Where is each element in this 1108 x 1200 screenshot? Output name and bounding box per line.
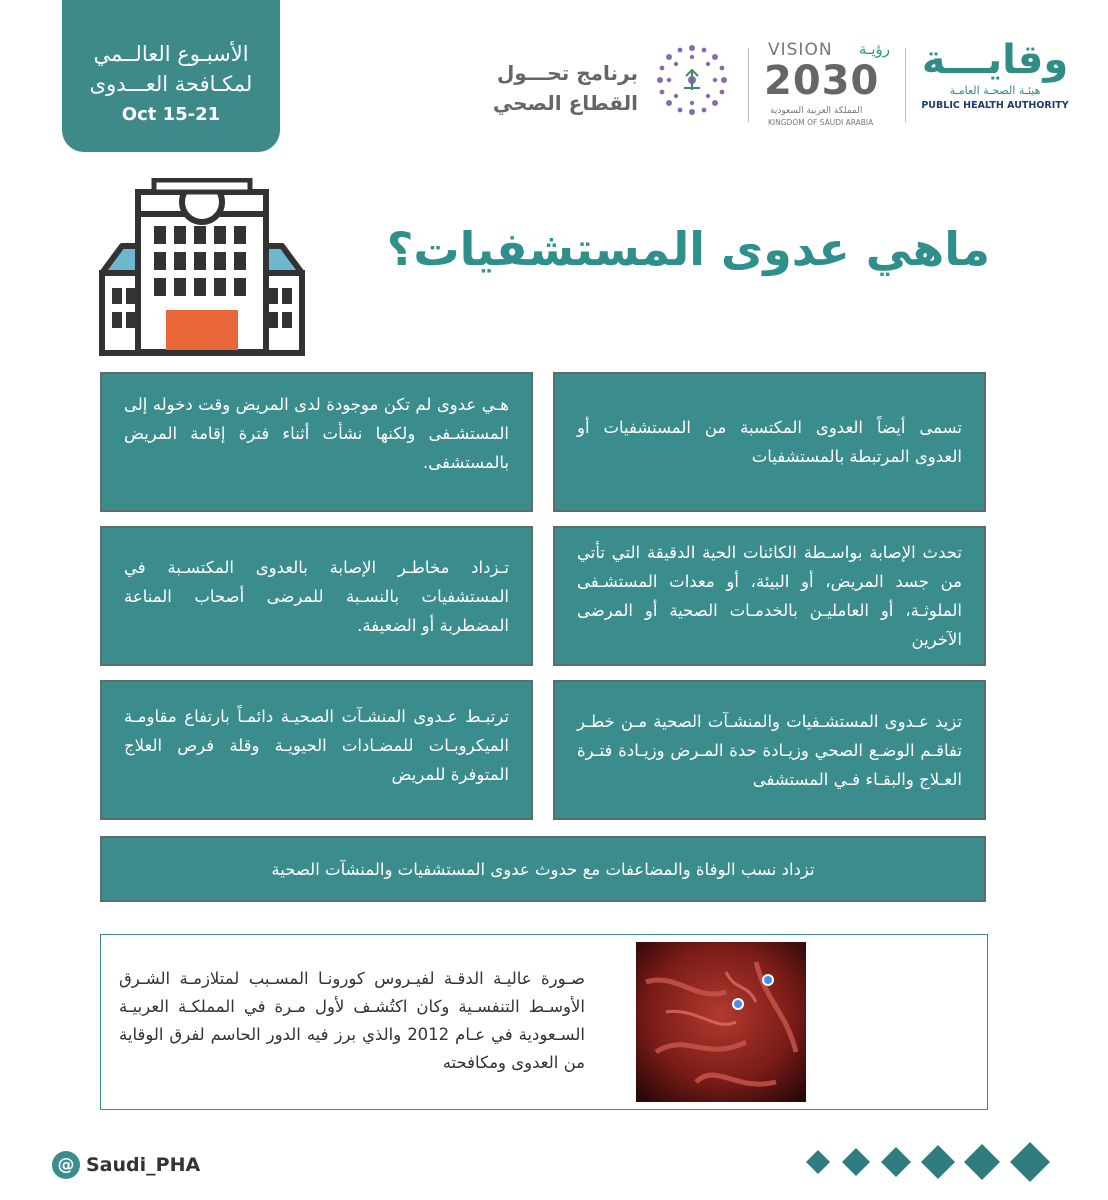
info-box-mortality bbox=[100, 836, 986, 902]
authority-sub-en: PUBLIC HEALTH AUTHORITY bbox=[921, 100, 1069, 111]
info-text: تزداد نسب الوفاة والمضاعفات مع حدوث عدوى المستشفيات والمنشآت الصحية bbox=[271, 859, 815, 879]
page-title: ماهي عدوى المستشفيات؟ bbox=[386, 222, 990, 276]
virus-microscope-image bbox=[636, 942, 806, 1102]
info-text: ترتبـط عـدوى المنشـآت الصحيـة دائمـاً بارتفاع مقاومـة الميكروبـات للمضـادات الحيويـة وقلة فرص العلاج المتوفرة للمريض bbox=[124, 707, 509, 784]
health-transformation-program bbox=[493, 58, 638, 118]
badge-line-1: الأسبـوع العالــمي bbox=[93, 42, 249, 66]
decorative-diamonds-icon bbox=[798, 1140, 1058, 1184]
info-box-resistance bbox=[100, 680, 533, 820]
info-text: تحدث الإصابة بواسـطة الكائنات الحية الدقيقة التي تأتي من جسد المريض، أو البيئة، أو معدات المستشـفى الملوثـة، أو العامليـن بالخدمـات الصحية أو المرضى الآخرين bbox=[577, 543, 962, 649]
wiqaya-logo bbox=[920, 38, 1070, 128]
info-box-transmission bbox=[553, 526, 986, 666]
virus-caption: صـورة عاليـة الدقـة لفيـروس كورونـا المسـبب لمتلازمـة الشـرق الأوسـط التنفسـية وكان اكتُشـف لأول مـرة في المملكـة العربيـة السـعودية في عـام 2012 والذي برز فيه الدور الحاسم لفرق الوقاية من العدوى ومكافحته bbox=[119, 969, 586, 1072]
week-badge bbox=[62, 0, 280, 152]
badge-dates: Oct 15-21 bbox=[121, 104, 221, 125]
program-line-2: القطاع الصحي bbox=[492, 91, 638, 115]
badge-line-2: لمكـافحة العـــدوى bbox=[89, 72, 253, 96]
info-box-names bbox=[553, 372, 986, 512]
info-box-risk bbox=[100, 526, 533, 666]
at-icon: @ bbox=[52, 1151, 80, 1179]
info-text: تزيد عـدوى المستشـفيات والمنشـآت الصحية مـن خطـر تفاقـم الوضـع الصحي وزيـادة حدة المـرض وزيـادة فتـرة العـلاج والبقـاء فـي المستشفى bbox=[577, 711, 962, 789]
info-text: تـزداد مخاطـر الإصابة بالعدوى المكتسـبة في المستشفيات بالنسـبة للمرضى أصحاب المناعة المضطربة أو الضعيفة. bbox=[124, 557, 509, 635]
vision-2030-logo bbox=[764, 40, 894, 126]
vision-year: 2030 bbox=[764, 58, 880, 104]
vision-label-ar: رؤيـة bbox=[858, 40, 890, 58]
authority-sub-ar: هيئـة الصحـة العامـة bbox=[949, 84, 1041, 97]
program-emblem-icon bbox=[652, 40, 732, 120]
info-box-definition bbox=[100, 372, 533, 512]
authority-name-ar: وقايـــة bbox=[921, 37, 1069, 83]
info-text: تسمى أيضاً العدوى المكتسبة من المستشفيات أو العدوى المرتبطة بالمستشفيات bbox=[577, 418, 962, 466]
info-text: هـي عدوى لم تكن موجودة لدى المريض وقت دخوله إلى المستشـفى ولكنها نشأت أثناء فترة إقامة المريض بالمستشفى. bbox=[124, 395, 509, 472]
program-line-1: برنامج تحـــول bbox=[496, 61, 638, 85]
logo-divider bbox=[748, 48, 749, 122]
vision-kingdom-ar: المملكة العربية السعودية bbox=[770, 106, 863, 116]
virus-image-box bbox=[100, 934, 988, 1110]
info-box-complications bbox=[553, 680, 986, 820]
vision-kingdom-en: KINGDOM OF SAUDI ARABIA bbox=[768, 118, 874, 127]
vision-label: VISION bbox=[768, 40, 833, 60]
logo-divider bbox=[905, 48, 906, 122]
hospital-icon bbox=[98, 178, 306, 358]
twitter-handle[interactable] bbox=[52, 1150, 200, 1180]
handle-text: Saudi_PHA bbox=[86, 1154, 201, 1176]
